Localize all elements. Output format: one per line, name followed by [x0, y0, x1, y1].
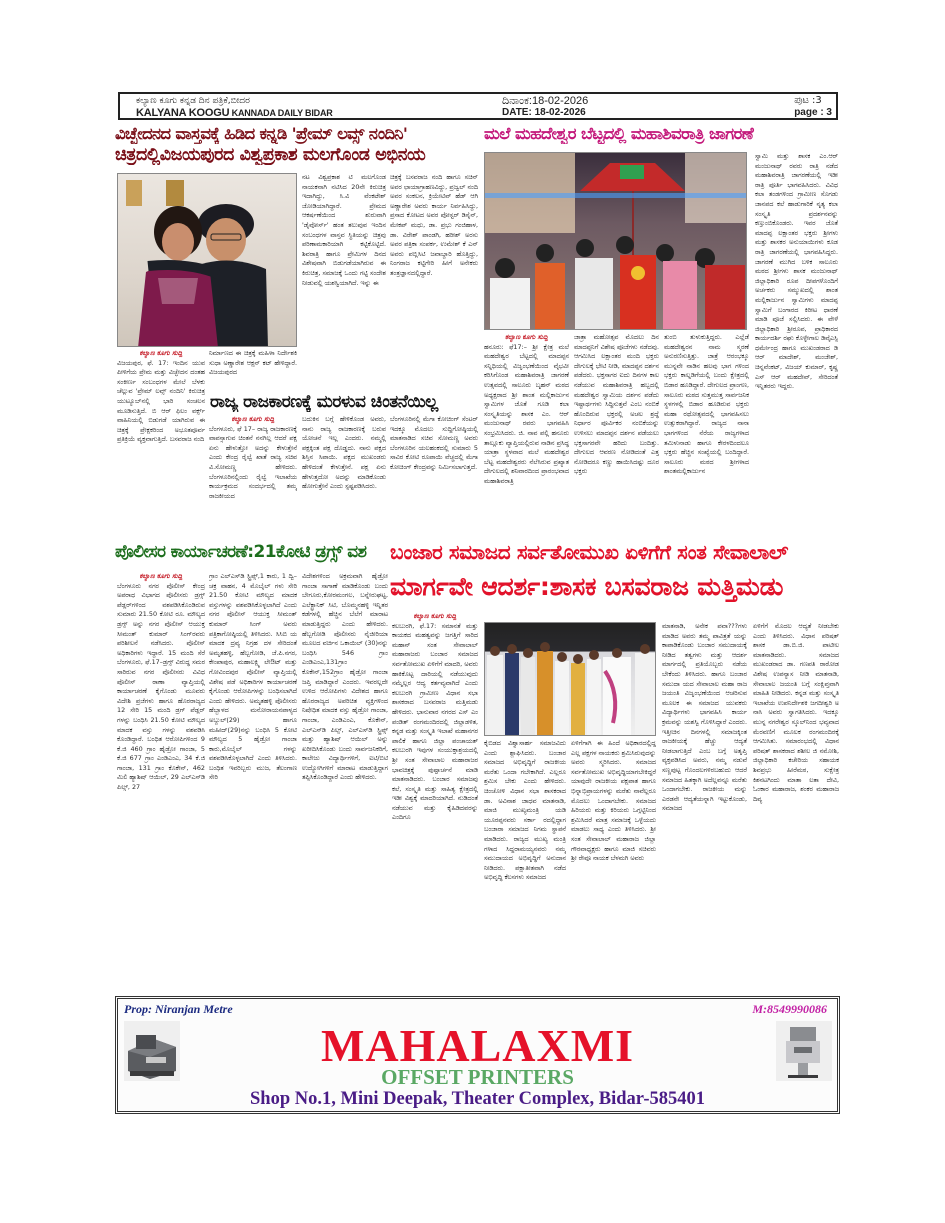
paper-name-english-sub: KANNADA DAILY BIDAR: [229, 108, 333, 118]
article5-byline: ಕಲ್ಯಾಣ ಕೂಗು ಸುದ್ದಿ: [413, 612, 457, 620]
article3-byline: ಕಲ್ಯಾಣ ಕೂಗು ಸುದ್ದಿ: [504, 333, 549, 341]
article1-headline-line2: ಚಿತ್ರದಲ್ಲಿವಿಜಯಪುರದ ವಿಶ್ವಪ್ರಕಾಶ ಮಲಗೊಂಡ ಅಭಿನಯ: [115, 145, 426, 165]
date-english: DATE: 18-02-2026: [502, 107, 586, 118]
paper-name-english-main: KALYANA KOOGU: [136, 107, 230, 119]
article1-column-3: [302, 173, 386, 383]
article4-text-1: ಬೆಂಗಳೂರು ನಗರ ಪೊಲೀಸ್ ಕೇಂದ್ರ ಅಪರಾಧ ವಿಭಾಗದ ಪೊಲೀಸರು ಡ್ರಗ್ಸ್ ಪೆಡ್ಲರ್‌ಗಳಿಂದ ವಶಪಡಿಸಿಕೊಂಡಿರುವ ಸುಮಾರು 21.50 ಕೋಟಿ ರೂ. ಮೌಲ್ಯದ ಡ್ರಗ್ಸ್ ಅನ್ನು ನಗರ ಪೊಲೀಸ್ ಆಯುಕ್ತ ಸೀಮಂತ್ ಕುಮಾರ್ ಸಿಂಗ್‌ರವರು ಪರಿಶೀಲನೆ ನಡೆಸಿದರು. ಪೊಲೀಸ್ ಅಧಿಕಾರಿಗಳು ಇದ್ದಾರೆ. 15 ಮಂದಿ ಸೆರೆ ಬೆಂಗಳೂರು, ಫೆ.17–ಡ್ರಗ್ಸ್ ವಿರುದ್ಧ ಸಮರ ಸಾರಿರುವ ನಗರ ಪೊಲೀಸರು ವಿವಿಧ ಪೊಲೀಸ್ ಠಾಣಾ ವ್ಯಾಪ್ತಿಯಲ್ಲಿ ಕಾರ್ಯಾಚರಣೆ ಕೈಗೊಂಡು ಮೂವರು ವಿದೇಶಿ ಪ್ರಜೆಗಳು ಹಾಗೂ ಹೊರರಾಜ್ಯದ 12 ಸೇರಿ 15 ಮಂದಿ ಡ್ರಗ್ ಪೆಡ್ಲರ್ ಗಳನ್ನು ಬಂಧಿಸಿ 21.50 ಕೋಟಿ ಮೌಲ್ಯದ ಮಾದಕ ವಸ್ತು ಗಳನ್ನು ವಶಪಡಿಸಿ ಕೊಂಡಿದ್ದಾರೆ. ಬಂಧಿತ ಆರೋಪಿಗಳಿಂದ 9 ಕೆ.ಜಿ 460 ಗ್ರಾಂ ಹೈಡ್ರೋ ಗಾಂಜಾ, 5 ಕೆ.ಜಿ 677 ಗ್ರಾಂ ಎಂಡಿಎಂಎ, 34 ಕೆ.ಜಿ ಗಾಂಜಾ, 131 ಗ್ರಾಂ ಕೊಕೇನ್, 462 ಮಿಲಿ ಹ್ಯಾಶಿಷ್ ಆಯಿಲ್, 29 ಎಲ್‌ಎಸ್‌ಡಿ ಪಿಲ್ಸ್, 27: [117, 581, 205, 792]
article1-byline: ಕಲ್ಯಾಣ ಕೂಗು ಸುದ್ದಿ: [139, 349, 183, 357]
article3-headline: ಮಲೆ ಮಹದೇಶ್ವರ ಬೆಟ್ಟದಲ್ಲಿ ಮಹಾಶಿವರಾತ್ರಿ ಜಾಗರಣೆ: [484, 124, 754, 143]
woman-pink-saree: [663, 261, 697, 330]
article3-text-2: ಜಾತ್ರಾ ಮಹೋತ್ಸವ ಮೊದಲು ದಿನ ಮಾದಪ್ಪನಿಗೆ ವಿಶೇಷ ಪೂಜೆಗಳು ನಡೆದವು. ಆಗಮಿಸಿದ ಲಕ್ಷಾಂತರ ಮಂದಿ ಭಕ್ತರು ದೇಗುಲಕ್ಕೆ ಭೇಟಿ ನೀಡಿ, ಮಾದಪ್ಪನ ದರ್ಶನ ಪಡೆದರು. ಭಕ್ತಸಾಗರ ಐದು ದಿನಗಳ ಕಾಲ ನಡೆಯುವ ಮಹಾಶಿವರಾತ್ರಿ ಹಬ್ಬದಲ್ಲಿ ಮಹದೇಶ್ವರ ಸ್ವಾಮಿಯ ದರ್ಶನ ಪಡೆದು ಇಷ್ಟಾರ್ಥಗಳು ಸಿದ್ಧಿಸುತ್ತವೆ ಎಂಬ ನಂಬಿಕೆ ಹೊಂದಿರುವ ಭಕ್ತರಲ್ಲಿ ಅಚಲ ಶ್ರದ್ಧೆ ನಿರ್ಧಾರ ಪೂರ್ವಿಕರ ನಂಬಿಕೆಯನ್ನು ಉಳಿಸಲು ಮಾದಪ್ಪನ ದರ್ಶನ ಪಡೆಯಲು ಭಕ್ತಸಾಗರವೇ ಹರಿದು ಬಂದಿತ್ತು. ದೇಗುಲದ ಆವರಣ ನೋಡಿದಂತೆ ಎತ್ತ ನೋಡಿದರೂ ಕಣ್ಣು ಹಾಯಿಸಿದಷ್ಟು ದೂರ ಭಕ್ತರು: [574, 333, 659, 476]
page-number-kannada: ಪುಟ :3: [794, 95, 822, 106]
dress-embroidery: [158, 278, 198, 304]
couple-photo: [117, 173, 297, 347]
ad-business-type: OFFSET PRINTERS: [381, 1065, 574, 1089]
ad-phone-number: M:8549990086: [752, 1002, 827, 1016]
couple-photo-illustration: [118, 174, 297, 347]
article4-headline: ಪೊಲೀಸರ ಕಾರ್ಯಾಚರಣೆ:21ಕೋಟಿ ಡ್ರಗ್ಸ್ ವಶ: [115, 542, 367, 562]
article4-column-3: [302, 572, 388, 980]
procession-illustration: [485, 153, 747, 330]
article5-text-1b: ಕೈಬಿಡದ ವಿಶ್ವಾಸಾರ್ಹ ಸಮಾಜವಿದು ಎಂದು ಶ್ಲಾಘಿಸಿದರು. ಬಂಜಾರ ಸಮಾಜದ ಅಭಿವೃದ್ಧಿಗೆ ರಾಜಕೀಯ ಮರೆತು ಒಂದಾ ಗಬೇಕಾಗಿದೆ. ಎಲ್ಲರೂ ಶ್ರಮಿಸ ಬೇಕು ಎಂದು ಹೇಳಿದರು. ಚಿಂಚೋಳಿ ವಿಧಾನ ಸಭಾ ಶಾಸಕರಾದ ಡಾ. ಅವಿನಾಶ ಜಾಧವ ಮಾತನಾಡಿ, ಮಾಜಿ ಮುಖ್ಯಮಂತ್ರಿ ಯಡಿ ಯೂರಪ್ಪನವರು ಸರ್ಕಾ ರದಲ್ಲಿದ್ದಾಗ ಬಂಜಾರಾ ಸಮಾಜದ ನಿಗಮ ಸ್ಥಾಪನೆ ಮಾಡಿದರು. ರಾಜ್ಯದ ಮುಖ್ಯ ಮಂತ್ರಿ ಗಳಾದ ಸಿದ್ದರಾಮಯ್ಯನವರು ನಮ್ಮ ಸಮುದಾಯದ ಅಭಿವೃದ್ಧಿಗೆ ಅನುದಾನ ನೀಡಿದರು. ಪಕ್ಷಾತೀತವಾಗಿ ನಡೆದ ಅಭಿವೃದ್ಧಿ ಕೆಲಸಗಳು ಸಮಾಜದ: [484, 739, 566, 882]
article5-column-3: [662, 622, 747, 980]
article1-column-1: [117, 349, 205, 537]
stage-illustration: [485, 623, 656, 736]
guests: [487, 651, 655, 736]
article2-byline: ಕಲ್ಯಾಣ ಕೂಗು ಸುದ್ದಿ: [231, 415, 275, 423]
masthead-title: [136, 95, 333, 119]
umbrella-panel: [620, 165, 644, 179]
article4-byline: ಕಲ್ಯಾಣ ಕೂಗು ಸುದ್ದಿ: [139, 572, 183, 580]
article5-text-4: ಏಳಿಗೆಗೆ ಮೊದಲ ಆದ್ಯತೆ ನೀಡಬೇಕು ಎಂದು ತಿಳಿಸಿದರು. ವಿಧಾನ ಪರಿಷತ್ ಶಾಸಕ ಡಾ.ಬಿ.ಜಿ. ಪಾಟೀಲ ಮಾತನಾಡಿದರು. ಸಮಾಜದ ಮುಖಂಡರಾದ ಡಾ. ಗಣಪತಿ ರಾಠೋಡ ವಿಶೇಷ ಉಪನ್ಯಾಸ ನೀಡಿ ಮಾತನಾಡಿ, ಸೇವಾಲಾಲ ಜಯಂತಿ ಬಗ್ಗೆ ಸಂಕ್ಷಿಪ್ತವಾಗಿ ಮಾಹಿತಿ ನೀಡಿದರು. ಕನ್ನಡ ಮತ್ತು ಸಂಸ್ಕೃತಿ ಇಲಾಖೆಯ ಉಪನಿರ್ದೇಶಕಿ ಜಗದೀಶ್ವರಿ ಅ ನಾಸಿ ಅವರು ಸ್ವಾಗತಿಸಿದರು. ಇದಕ್ಕೂ ಮುನ್ನ ನಗರೇಶ್ವರ ಸ್ಕೂಲ್‌ನಿಂದ ಭವ್ಯವಾದ ಮೆರವಣಿಗೆ ಮೂಲಕ ರಂಗಮಂದಿರಕ್ಕೆ ಆಗಮಿಸಿತು. ಸಮಾರಂಭದಲ್ಲಿ ವಿಧಾನ ಪರಿಷತ್ ಶಾಸಕರಾದ ಶಶೀಲ ಜಿ ನಮೋಶಿ, ಜಿಲ್ಲಾಧಿಕಾರಿ ಕಚೇರಿಯ ಸಹಾಯಕ ಶಿವಪ್ರಭು ಹೀರೆಮಠ, ಸುಕ್ಷೇತ್ರ ಕಿಶನಟಗಿಂದು ಮಾತಾ ಲತಾ ದೇವಿ, ಓಂಕಾರ ಮಹಾರಾಜ, ಶಂಕರ ಮಹಾರಾಜ ದಿವ್ಯ: [753, 622, 839, 803]
wall-frame-left: [126, 180, 142, 206]
article5-headline-line2: ಮಾರ್ಗವೇ ಆದರ್ಶ:ಶಾಸಕ ಬಸವರಾಜ ಮತ್ತಿಮಡು: [390, 572, 784, 601]
sadhu-red-robe: [705, 265, 745, 330]
article1-text-4: ಚಿತ್ರಕ್ಕೆ ಬಸವರಾಜ ನಂದಿ ಹಾಗೂ ಸಚಿನ್ ಅವರ ಛಾಯಾಗ್ರಾಹಣವಿದ್ದು, ಪ್ರಜ್ವಲ್ ನಂದಿ ಅವರ ಸಂಕಲನ, ಕ್ರಿಯೇಟಿವ್ ಹೆಡ್ ಆಗಿ ಅಣ್ಣಾರೇಶ ಅವರು ಕಾರ್ಯ ನಿರ್ವಹಿಸಿದ್ದು, ಪ್ರಸಾದ ಕೋಟದ ಅವರ ಪೋಸ್ಟರ್ ಡಿಸೈನ್, ಮೇಕಪ್ ಮಧು, ಡಾ. ಪ್ರಭು ಗಂಜಿಹಾಳ, ಡಾ. ವಿರೇಶ್ ಪಾಂಡಗಿ, ಹರೀಶ್ ಅರಸು ಅವರ ಪತ್ರಿಕಾ ಸಂಪರ್ಕ, ಉಮೇಶ್ ಕೆ ಎನ್ ಅವರು ಪಬ್ಲಿಸಿಟಿ ಜವಾಬ್ದಾರಿ ಹೊತ್ತಿದ್ದು, ನಿಂಗರಾಜ ಕಟ್ಟಿಗೇರಿ ಹೀಗೆ ಅನೇಕರು ತಂತ್ರಜ್ಞಾನದಲ್ಲಿದ್ದಾರೆ.: [390, 173, 478, 277]
article3-text-4: ಸ್ವಾಮಿ ಮತ್ತು ಶಾಸಕ ಎಂ.ಆರ್ ಮಂಜುನಾಥ್ ರವರು ರಾತ್ರಿ ನಡೆದ ಮಹಾಶಿವರಾತ್ರಿ ಜಾಗರಣೆಯಲ್ಲಿ ಇಡೀ ರಾತ್ರಿ ಪೂರ್ತಿ ಭಾಗವಹಿಸಿದರು. ವಿವಿಧ ಕಲಾ ತಂಡಗಳಿಂದ ಗ್ರಾಮೀಣ ಸೊಗಡು ಜಾನಪದ ಕಲೆ ಹಾಡುಗಾರಿಕೆ ನೃತ್ಯ ಕಲಾ ಸಂಸ್ಕೃತಿ ಪ್ರದರ್ಶನವನ್ನು ಕಣ್ತುಂಬಿಕೊಂಡರು. ಇವರ ಜೊತೆ ಮಾದಪ್ಪ ಲಕ್ಷಾಂತರ ಭಕ್ತರು ಶ್ರೀಗಳು ಮತ್ತು ಶಾಸಕರ ಅನುಯಾಯಿಗಳು ಕೂಡ ರಾತ್ರಿ ಜಾಗರಣೆಯಲ್ಲಿ ಭಾಗವಹಿಸಿದ್ದರು. ಜಾಗರಣೆ ಮುಗಿದ ಬಳಿಕ ಸಾಲೂರು ಮಠದ ಶ್ರೀಗಳು ಶಾಸಕ ಮಂಜುನಾಥ್ ಜಿಲ್ಲಾಧಿಕಾರಿ ರೂಪ ದೀಪಗಳೊಂದಿಗೆ ಅರ್ಚಕರು ಸಮ್ಮುಖದಲ್ಲಿ ಶಾಂತ ಮಲ್ಲಿಕಾರ್ಜುನ ಸ್ವಾಮಿಗಳು ಮಾದಪ್ಪ ಸ್ವಾಮಿಗೆ ಬಂಗಾರದ ಕಿರೀಟ ಧಾರಣೆ ಮಾಡಿ ಪೂಜೆ ಸಲ್ಲಿಸಿದರು. ಈ ವೇಳೆ ಜಿಲ್ಲಾಧಿಕಾರಿ ಶ್ರೀರೂಪ, ಪ್ರಾಧಿಕಾರದ ಕಾರ್ಯದರ್ಶಿ ರಘು ಕೊಳ್ಳೇಗಾಲ ಡಿವೈಎಸ್ಪಿ ಧರ್ಮೇಂದ್ರ ಹಾಗೂ ಮುಖಂಡರಾದ ಡಿ ಆರ್ ಮಾದೇಶ್, ಮಂಜೇಶ್, ಚಿನ್ನವೆಂಕಟ್, ವಿಜಯ್ ಕುಮಾರ್, ಕೃಷ್ಣ ಎಸ್ ಆರ್ ಮಹದೇವ್, ಸೇರಿದಂತೆ ಇನ್ನಿತರರು ಇದ್ದರು.: [755, 152, 838, 391]
ad-business-name: MAHALAXMI: [320, 1020, 635, 1071]
article4-text-2: ಗ್ರಾಂ ಎಲ್‌ಎಸ್‌ಡಿ ಸ್ಟ್ರಿಪ್ಸ್,1 ಕಾರು, 1 ದ್ವಿ–ಚಕ್ರ ವಾಹನ, 4 ಮೊಬೈಲ್ ಗಳು ಸೇರಿ 21.50 ಕೋಟಿ ಮೌಲ್ಯದ ಮಾದಕ ವಸ್ತುಗಳನ್ನು ವಶಪಡಿಸಿಕೊಳ್ಳಲಾಗಿದೆ ಎಂದು ನಗರ ಪೊಲೀಸ್ ಆಯುಕ್ತ ಸೀಮಂತ್ ಕುಮಾರ್ ಸಿಂಗ್ ಅವರು ಪತ್ರಿಕಾಗೋಷ್ಠಿಯಲ್ಲಿ ತಿಳಿಸಿದರು. ಸಿಸಿಬಿ ಯ ಮಾದಕ ದ್ರವ್ಯ ನಿಗ್ರಹ ದಳ ಸೇರಿದಂತೆ ಅಮೃತಹಳ್ಳಿ, ಹೆಬ್ಬಗೋಡಿ, ಜೆ.ಪಿ.ನಗರ, ಕೇಂಪಾಪುರ, ಮಹಾಲಕ್ಷ್ಮಿ ಲೇಔಟ್ ಮತ್ತು ಗೋವಿಂದಪುರ ಪೊಲೀಸ್ ವ್ಯಾಪ್ತಿಯಲ್ಲಿ ವಿಶೇಷ ಪಡೆ ಅಧಿಕಾರಿಗಳ ಕಾರ್ಯಾಚರಣೆ ಕೈಗೊಂಡು ಆರೋಪಿಗಳನ್ನು ಬಂಧಿಸಲಾಗಿದೆ ಎಂದು ಹೇಳಿದರು. ಅಮೃತಹಳ್ಳಿ ಪೊಲೀಸರು ಹೆಬ್ಬಾಳದ ಮನೋರಾಯನಪಾಳ್ಯದ ಅಬ್ದುಲ್(29) ಹಾಗೂ ಮಹೀದ್(29)ನನ್ನು ಬಂಧಿಸಿ 5 ಕೋಟಿ ಮೌಲ್ಯದ 5 ಹೈಡ್ರೋ ಗಾಂಜಾ ಕಾರು,ಮೊಬೈಲ್ ಗಳನ್ನು ವಶಪಡಿಸಿಕೊಳ್ಳಲಾಗಿದೆ ಎಂದು ತಿಳಿಸಿದರು. ಬಂಧಿತ ಇವರಿಬ್ಬರು ಮುಜ, ತೆಲಂಗಾಣ ಸೇರಿ: [209, 572, 297, 782]
masthead-page: [794, 95, 832, 119]
article4-column-1: [117, 572, 205, 980]
article5-column-4: [753, 622, 839, 980]
article3-column-3: [664, 333, 749, 538]
article3-text-1: ಹನೂರು: ಫೆ17:– ಶ್ರೀ ಕ್ಷೇತ್ರ ಮಲೆ ಮಹದೇಶ್ವರ ಬೆಟ್ಟದಲ್ಲಿ ಮಾದಪ್ಪನ ಸನ್ನಿಧಿಯಲ್ಲಿ ವಿಜೃಂಭಣೆಯಿಂದ ವೈಭವೀ ಕರಿಸಿಗೊಂಡ ಮಹಾಶಿವರಾತ್ರಿ ಜಾಗರಣೆ ಉತ್ಸವದಲ್ಲಿ ಸಾಲೂರು ಬೃಹನ್ ಮಠದ ಅಧ್ಯಕ್ಷರಾದ ಶ್ರೀ ಶಾಂತ ಮಲ್ಲಿಕಾರ್ಜುನ ಸ್ವಾಮಿಗಳ ಜೊತೆ ಗೂಡಿ ಕಲಾ ಸಂಸ್ಕೃತಿಯನ್ನು ಶಾಸಕ ಎಂ. ಆರ್ ಮಂಜುನಾಥ್ ರವರು ಭಾಗವಹಿಸಿ ಸಂಭ್ರಮಿಸಿದರು. ಜಿ. ನಾವ ಪಲ್ಲಿ ಹನೂರು ತಾಲ್ಲೂಕು ವ್ಯಾಪ್ತಿಯಲ್ಲಿರುವ ನಾಡಿನ ಪ್ರಸಿದ್ಧ ಯಾತ್ರಾ ಸ್ಥಳವಾದ ಮಲೆ ಮಹದೇಶ್ವರ ಬೆಟ್ಟ ಮಹದೇಶ್ವರರು ನೆಲೆಸಿರುವ ಪ್ರಖ್ಯಾತ ದೇಗುಲದಲ್ಲಿ ಶನಿವಾರದಿಂದ ಪ್ರಾರಂಭವಾದ ಮಹಾಶಿವರಾತ್ರಿ: [484, 342, 569, 485]
woman-face: [162, 223, 194, 261]
devotee-saffron: [535, 263, 565, 330]
article2-text-2: ಬದುಕಿನ ಬಗ್ಗೆ ಹೇಳಿಕೊಂಡ ಅವರು, ನಾನು ರಾಜ್ಯ ರಾಜಕಾರಣಕ್ಕೆ ಬರುವ ಯೋಚನೆ ಇಲ್ಲ ಎಂದರು. ನಮ್ಮಲ್ಲಿ ಪಕ್ಷಕ್ಕಿಂತ ಪಕ್ಷ ದೊಡ್ಡದು. ನಾನು ಪಕ್ಷದ ಶಿಸ್ತಿನ ಸಿಪಾಯಿ. ಪಕ್ಷದ ಮುಖಂಡರು ಹೇಳಿದಂತೆ ಕೇಳುತ್ತೇನೆ. ಪಕ್ಷ ಏನು ಹೇಳುತ್ತದೋ ಅದನ್ನು ಮಾಡಿಕೊಂಡು ಹೋಗುತ್ತೇನೆ ಎಂದು ಸ್ಪಷ್ಟಪಡಿಸಿದರು.: [302, 415, 386, 491]
article5-column-1: [392, 612, 478, 980]
article2-column-3: [390, 415, 478, 537]
article1-column-4: [390, 173, 478, 383]
stage-lamp-lighting-photo: [484, 622, 656, 736]
article5-text-3: ಮಾತನಾಡಿ, ಅನೇಕ ಪವಾ???ಗಳು ಮಾಡಿದ ಅವರು ತಮ್ಮ ಪಾವಿತ್ರತೆ ಯನ್ನು ಕಾಪಾಡಿಕೊಂಡು ಬಂಜಾರ ಸಮುದಾಯಕ್ಕೆ ನೀಡಿದ ತತ್ವಗಳು ಮತ್ತು ಆದರ್ಶ ಮಾರ್ಗದಲ್ಲಿ ಪ್ರತಿಯೊಬ್ಬರು ನಡೆಯ ಬೇಕೆಂದು ತಿಳಿಸಿದರು. ಹಾಗೂ ಬಂಜಾರ ಸಮುದಾ ಯದ ಸೇವಾಲಾಲ ಮಹಾ ರಾಜ ಜಯಂತಿ ವಿಜೃಂಭಣೆಯಿಂದ ಆಚರಿಸುವ ಮೂಲಕ ಈ ಸಮಾಜದ ಯುವಕರು ವಿದ್ಯಾರ್ಥಿಗಳು ಭಾಗವಹಿಸಿ ಕಾರ್ಯ ಕ್ರಮವನ್ನು ಯಶಸ್ವಿ ಗೊಳಿಸಿದ್ದಾರೆ ಎಂದರು. ಇತ್ತೀಚಿನ ದಿನಗಳಲ್ಲಿ ಸಮಾಜಕ್ಕಿಂತ ರಾಜಕೀಯಕ್ಕೆ ಹೆಚ್ಚು ಆದ್ಯತೆ ನೀಡಲಾಗುತ್ತಿದೆ ಎಂಬ ಬಗ್ಗೆ ಅತೃಪ್ತಿ ವ್ಯಕ್ತಪಡಿಸಿದ ಅವರು, ನಮ್ಮ ನಡುವೆ ಸಣ್ಣಪುಟ್ಟ ಗೊಂದಲಗಳಿರಬಹುದು ಆದರೆ ಸಮಾಜದ ಹಿತಕ್ಕಾಗಿ ಅದೆಲ್ಲವನ್ನೂ ಮರೆತು ಒಂದಾಗಬೇಕು. ರಾಜಕೀಯ ಮನ್ನು ಎರಡನೇ ಆದ್ಯತೆಯನ್ನಾಗಿ ಇಟ್ಟುಕೊಂಡು, ಸಮಾಜದ: [662, 622, 747, 813]
article2-text-1: ಬೆಂಗಳೂರು, ಫೆ 17– ರಾಜ್ಯ ರಾಜಕಾರಣಕ್ಕೆ ವಾಪಸ್ಸಾಗುವ ಚಿಂತನೆ ನನಗಿಲ್ಲ ಆದರೆ ಪಕ್ಷ ಏನು ಹೇಳುತ್ತೋ ಅದನ್ನು ಕೇಳುತ್ತೇನೆ ಎಂದು ಕೇಂದ್ರ ರೈಲ್ವೆ ಖಾತೆ ರಾಜ್ಯ ಸಚಿವ ವಿ.ಸೋಮಣ್ಣ ಹೇಳಿದರು. ಬೆಂಗಳೂರಿನಲ್ಲಿಂದು ರೈಲ್ವೆ ಇಲಾಖೆಯ ಕಾರ್ಯಕ್ರಮದ ಸಂದರ್ಭದಲ್ಲಿ ತಮ್ಮ ರಾಜಕೀಯದ: [209, 424, 297, 500]
ad-address: Shop No.1, Mini Deepak, Theater Complex, Bidar-585401: [250, 1089, 705, 1109]
article2-text-3: ಬೆಂಗಳೂರಿನಲ್ಲಿ ಮೆಗಾ ಕೋಚಿಂಗ್ ಸೆಂಟರ್ ಇದಕ್ಕೂ ಮೊದಲು ಸುದ್ದಿಗೋಷ್ಠಿಯಲ್ಲಿ ಮಾತನಾಡಿದ ಸಚಿವ ಸೋಮಣ್ಣ ಅವರು ಬೆಂಗಳೂರಿನ ಯಲಹಂಕದಲ್ಲಿ ಸುಮಾರು 5 ಸಾವಿರ ಕೋಟಿ ರೂಪಾಯಿ ವೆಚ್ಚದಲ್ಲಿ ಮೆಗಾ ಕೋಚಿಂಗ್ ಕೇಂದ್ರವನ್ನು ನಿರ್ಮಿಸಲಾಗುತ್ತದೆ.: [390, 415, 478, 471]
article3-column-2: [574, 333, 659, 538]
article2-headline: ರಾಜ್ಯ ರಾಜಕಾರಣಕ್ಕೆ ಮರಳುವ ಚಿಂತನೆಯಿಲ್ಲ: [210, 392, 438, 412]
article5-text-1a: ಕಲಬುರಗಿ, ಫೆ.17: ಸಮಾನತೆ ಮತ್ತು ಕಾಯಕದ ಮಹತ್ವವನ್ನು ಜಗತ್ತಿಗೆ ಸಾರಿದ ಮಹಾನ್ ಸಂತ ಸೇವಾಲಾಲ್ ಮಹಾರಾಜರು ಬಂಜಾರ ಸಮಾಜದ ಸರ್ವತೋಮುಖ ಏಳಿಗೆಗೆ ಮಾದರಿ, ಅವರು ಹಾಕಿಕೊಟ್ಟ ದಾರಿಯಲ್ಲಿ ನಡೆಯುವುದು ನಮ್ಮೆಲ್ಲರ ಆದ್ಯ ಕರ್ತವ್ಯವಾಗಿದೆ ಎಂದು ಕಲಬುರಗಿ ಗ್ರಾಮೀಣ ವಿಧಾನ ಸಭಾ ಶಾಸಕರಾದ ಬಸವರಾಜ ಮತ್ತಿಮಡು ಹೇಳಿದರು. ಭಾನುವಾರ ನಗರದ ಎಸ್ ಎಂ ಪಂಡಿತ್ ರಂಗಮಂದಿರದಲ್ಲಿ ಜಿಲ್ಲಾಡಳಿತ, ಕನ್ನಡ ಮತ್ತು ಸಂಸ್ಕೃತಿ ಇಲಾಖೆ ಮಹಾನಗರ ಪಾಲಿಕೆ ಹಾಗೂ ಜಿಲ್ಲಾ ಪಂಚಾಯತ್ ಕಲಬುರಗಿ ಇವುಗಳ ಸಂಯುಕ್ತಾಶ್ರಯದಲ್ಲಿ ಶ್ರೀ ಸಂತ ಸೇವಾಲಾಲ ಮಹಾರಾಜರ ಭಾವಚಿತ್ರಕ್ಕೆ ಪುಷ್ಪಾರ್ಚನೆ ಮಾಡಿ ಮಾತನಾಡಿದರು. ಬಂಜಾರ ಸಮಾಜವು ಕಲೆ, ಸಂಸ್ಕೃತಿ ಮತ್ತು ಸಾಹಿತ್ಯ ಕ್ಷೇತ್ರದಲ್ಲಿ ಇಡೀ ವಿಶ್ವಕ್ಕೆ ಮಾದರಿಯಾಗಿದೆ. ನುಡಿದಂತೆ ನಡೆಯುವ ಮತ್ತು ಕೈಹಿಡಿದವರನ್ನು ಎಂದಿಗೂ: [392, 621, 478, 822]
article5-column-2: [571, 739, 656, 980]
ad-proprietor: Prop: Niranjan Metre: [124, 1002, 233, 1016]
article3-column-4: [755, 152, 838, 538]
article2-column-1: [209, 415, 297, 537]
page-number-english: page : 3: [794, 107, 832, 118]
wall-frame-center: [166, 180, 184, 206]
devotee-white-shirt: [490, 278, 530, 330]
date-kannada: ದಿನಾಂಕ:18-02-2026: [502, 95, 589, 107]
article5-headline-line1: ಬಂಜಾರ ಸಮಾಜದ ಸರ್ವತೋಮುಖ ಏಳಿಗೆಗೆ ಸಂತ ಸೇವಾಲಾಲ್: [390, 540, 788, 564]
article4-text-3: ವಿದೇಶಗಳಿಂದ ಅಕ್ರಮವಾಗಿ ಹೈಡ್ರೋ ಗಾಂಜಾ ಸಾಗಾಣೆ ಮಾಡಿಕೊಂಡು ಬಂದು ಬೇಗೂರು,ಕೋರಮಂಗಲ, ಬನ್ನೇರುಘಟ್ಟ, ಎಲೆಕ್ಟ್ರಾನಿಕ್ ಸಿಟಿ, ಬೊಮ್ಮನಹಳ್ಳಿ ಇನ್ನಿತರ ಕಡೆಗಳಲ್ಲಿ ಹೆಚ್ಚಿನ ಬೆಲೆಗೆ ಮಾರಾಟ ಮಾಡುತ್ತಿದ್ದರು ಎಂದು ಹೇಳಿದರು. ಹೆಬ್ಬಗೋಡಿ ಪೊಲೀಸರು ನೈಜೀರಿಯಾ ಮೂಲದ ವರ್ಚಿನ ಒಕಾಯಿಲ್ (30)ನನ್ನು ಬಂಧಿಸಿ 546 ಗ್ರಾಂ ಎಂಡಿಎಂಎ,131ಗ್ರಾಂ ಕೊಕೇನ್,152ಗ್ರಾಂ ಹೈಡ್ರೋ ಗಾಂಜಾ ಜಪ್ತಿ ಮಾಡಿದ್ದಾರೆ ಎಂದರು. ಇವರಲ್ಲದೇ ಉಳಿದ ಆರೋಪಿಗಳು ವಿದೇಶದ ಹಾಗೂ ಹೊರರಾಜ್ಯದ ಅಪರಿಚಿತ ವ್ಯಕ್ತಿಗಳಿಂದ ನಿಷೇಧಿತ ಮಾದಕ ವಸ್ತು ಹೈಡ್ರೋ ಗಾಂಜಾ, ಗಾಂಜಾ, ಎಂಡಿಎಂಎ, ಕೊಕೇನ್, ಎಲ್‌ಎಸ್‌ಡಿ ಪಿಲ್ಸ್, ಎಲ್‌ಎಸ್‌ಡಿ ಸ್ಟ್ರಿಪ್ಸ್ ಮತ್ತು ಹ್ಯಾಶಿಷ್ ಆಯಿಲ್ ಅನ್ನು ಖರೀದಿಸಿಕೊಂಡು ಬಂದು ಸಾರ್ವಜನಿಕರಿಗೆ, ಕಾಲೇಜು ವಿದ್ಯಾರ್ಥಿಗಳಿಗೆ, ಐಟಿ/ಬಿಟಿ ಉದ್ಯೋಗಿಗಳಿಗೆ ಮಾರಾಟ ಮಾಡುತ್ತಿದ್ದಾಗ ತಪ್ಪಿಸಿಕೊಂಡಿದ್ದಾರೆ ಎಂದು ಹೇಳಿದರು.: [302, 572, 388, 782]
article4-column-2: [209, 572, 297, 980]
devotee-white-shirt-2: [575, 258, 613, 330]
masthead: [118, 92, 838, 120]
advertisement-mahalaxmi-offset-printers: [115, 996, 840, 1114]
temple-wall-right: [685, 153, 747, 223]
paper-name-english: [136, 107, 333, 119]
masthead-date: [502, 95, 588, 119]
article5-column-1b: [484, 739, 566, 980]
article1-headline-line1: ವಿಚ್ಛೇದನದ ವಾಸ್ತವಕ್ಕೆ ಹಿಡಿದ ಕನ್ನಡಿ 'ಪ್ರೇಮ್ ಲವ್ಸ್ ನಂದಿನಿ': [115, 124, 408, 143]
article1-text-3: ನಟ ವಿಶ್ವಪ್ರಕಾಶ ಟಿ ಮಲಗೊಂಡ ನಾಯಕನಾಗಿ ನಟಿಸಿದ 20ನೇ ಕಿರುಚಿತ್ರ ಇದಾಗಿದ್ದು, ಸಿ.ವಿ ವೆಂಕಟೇಶ್ ಜೋಡಿಯಾಗಿದ್ದಾರೆ. ಪ್ರೇಮದ ಆಕರ್ಷಣೆಯಿಂದ ಶುರುವಾಗಿ 'ಡೈವೋರ್ಸ್' ಹಂತ ತಲುಪುವ ಇಂದಿನ ಸಂಬಂಧಗಳ ವಾಸ್ತವ ಸ್ಥಿತಿಯನ್ನು ಚಿತ್ರವು ಪರಿಣಾಮಕಾರಿಯಾಗಿ ಕಟ್ಟಿಕೊಟ್ಟಿದೆ. ಶಿವರಾತ್ರಿ ಹಾಗೂ ಪ್ರೇಮಿಗಳ ದಿನದ ವಿಶೇಷವಾಗಿ ಬಿಡುಗಡೆಯಾಗಿರುವ ಈ ಕಿರುಚಿತ್ರ, ಸಮಾಜಕ್ಕೆ ಒಂದು ಗಟ್ಟಿ ಸಂದೇಶ ನೀಡುವಲ್ಲಿ ಯಶಸ್ವಿಯಾಗಿದೆ. ಇನ್ನು ಈ: [302, 173, 386, 287]
woman-dress: [138, 264, 218, 347]
festival-lights: [485, 193, 747, 198]
article5-text-2: ಏಳಿಗೆಗಾಗಿ ಈ ಹಿಂದೆ ಅಧಿಕಾರದಲ್ಲಿದ್ದ ಎಲ್ಲ ಪಕ್ಷಗಳ ನಾಯಕರು ಶ್ರಮಿಸಿರುವುದನ್ನು ಅವರು ಸ್ಮರಿಸಿದರು. ಸಮಾಜದ ಸರ್ವತೋಮುಖ ಅಭಿವೃದ್ಧಿಯಾಗಬೇಕಿದ್ದರೆ ಯಾವುದೇ ರಾಜಕೀಯ ಪಕ್ಷಪಾತ ಹಾಗೂ ಭಿನ್ನಾಭಿಪ್ರಾಯಗಳನ್ನು ಮರೆತು ನಾವೆಲ್ಲರೂ ಮೊದಲು ಒಂದಾಗಬೇಕು. ಸಮಾಜದ ಹಿರಿಯರು ಮತ್ತು ಕಿರಿಯರು ಒಗ್ಗಟ್ಟಿನಿಂದ ಶ್ರಮಿಸಿದರೆ ಮಾತ್ರ ಸಮಾಜಕ್ಕೆ ಒಳ್ಳೆಯದು ಮಾಡಲು ಸಾಧ್ಯ ಎಂದು ತಿಳಿಸಿದರು. ಶ್ರೀ ಸಂತ ಸೇವಾಲಾಲ್ ಮಹಾರಾಜ ಜಿಲ್ಲಾ ಗೌರವಾಧ್ಯಕ್ಷರು ಹಾಗೂ ಮಾಜಿ ಸಚಿವರು ಶ್ರೀ ರೇವೂ ನಾಯಕ ಬೆಳಮಗಿ ಅವರು: [571, 739, 656, 863]
article1-column-2: [209, 349, 297, 382]
article1-text-2: ನಿರ್ಮಾಣದ ಈ ಚಿತ್ರಕ್ಕೆ ಮಹಿಳಾ ನಿರ್ದೇಶಕಿ ಸುಧಾ ಅಣ್ಣಾರೇಶ ಆಕ್ಷನ್ ಕಟ್ ಹೇಳಿದ್ದಾರೆ. ವಿಜಯಪುರದ: [209, 349, 297, 377]
article3-column-1: [484, 333, 569, 538]
article3-text-3: ತುಂಬಿ ತುಳುಕುತ್ತಿದ್ದರು. ಎಲ್ಲೆಡೆ ಮಹದೇಶ್ವರನ ನಾಮ ಸ್ಮರಣೆ ಅನುರಣಿಸುತ್ತಿತ್ತು. ಜಾತ್ರೆ ಆರಂಭಕ್ಕೂ ಮುನ್ನವೇ ನಾಡಿನ ಹಲವು ಭಾಗ ಗಳಿಂದ ಭಕ್ತರು ಕಾಲ್ನಡಿಗೆಯಲ್ಲಿ ಬಂದು ಕ್ಷೇತ್ರದಲ್ಲಿ ಬಿಡಾರ ಹೂಡಿದ್ದಾರೆ. ದೇಗುಲದ ಪ್ರಾಂಗಣ, ಸಾಲೂರು ಮಠದ ಸುತ್ತಮುತ್ತ ಸಾರ್ವಜನಿಕ ಸ್ಥಳಗಳಲ್ಲಿ ಬಿಡಾರ ಹೂಡಿರುವ ಭಕ್ತರು ಮಹಾ ರಥೋತ್ಸವದಲ್ಲಿ ಭಾಗವಹಿಸಲು ಉತ್ಸುಕರಾಗಿದ್ದಾರೆ. ರಾಜ್ಯದ ನಾನಾ ಭಾಗಗಳಿಂದ ನೆರೆಯ ರಾಜ್ಯಗಳಾದ ತಮಿಳುನಾಡು ಹಾಗೂ ಕೇರಳದಿಂದಲೂ ಭಕ್ತರು ಹೆಚ್ಚಿನ ಸಂಖ್ಯೆಯಲ್ಲಿ ಬಂದಿದ್ದಾರೆ. ಸಾಲೂರು ಮಠದ ಶ್ರೀಗಳಾದ ಶಾಂತಮಲ್ಲಿಕಾರ್ಜುನ: [664, 333, 749, 476]
paper-name-kannada: ಕಲ್ಯಾಣ ಕೂಗು ಕನ್ನಡ ದಿನ ಪತ್ರಿಕೆ,ಬೀದರ: [136, 96, 250, 106]
offering-plate: [631, 266, 645, 280]
temple-procession-photo: [484, 152, 747, 330]
article2-column-2: [302, 415, 386, 537]
article1-text-1: ವಿಜಯಪುರ, ಫೆ. 17: ಇಂದಿನ ಯುವ ಪೀಳಿಗೆಯ ಪ್ರೇಮ ಮತ್ತು ವಿಚ್ಛೇದನ ದಂತಹ ಸಂಕೀರ್ಣ ಸಂಬಂಧಗಳ ಮೇಲೆ ಬೆಳಕು ಚೆಲ್ಲುವ 'ಪ್ರೇಮ್ ಲವ್ಸ್ ನಂದಿನಿ' ಕಿರುಚಿತ್ರ ಯುಟ್ಯೂಬ್‌ನಲ್ಲಿ ಭಾರಿ ಸಂಚಲನ ಮೂಡಿಸುತ್ತಿದೆ. ಬಿ ಆರ್ ಫಿಲಂ ವರ್ಕ್ಸ್ ವಾಹಿನಿಯಲ್ಲಿ ಬಿಡುಗಡೆ ಯಾಗಿರುವ ಈ ಚಿತ್ರಕ್ಕೆ ಪ್ರೇಕ್ಷಕರಿಂದ ಅಭೂತಪೂರ್ವ ಪ್ರತಿಕ್ರಿಯೆ ವ್ಯಕ್ತವಾಗುತ್ತಿದೆ. ಬಸವರಾಜ ನಂದಿ: [117, 358, 205, 444]
